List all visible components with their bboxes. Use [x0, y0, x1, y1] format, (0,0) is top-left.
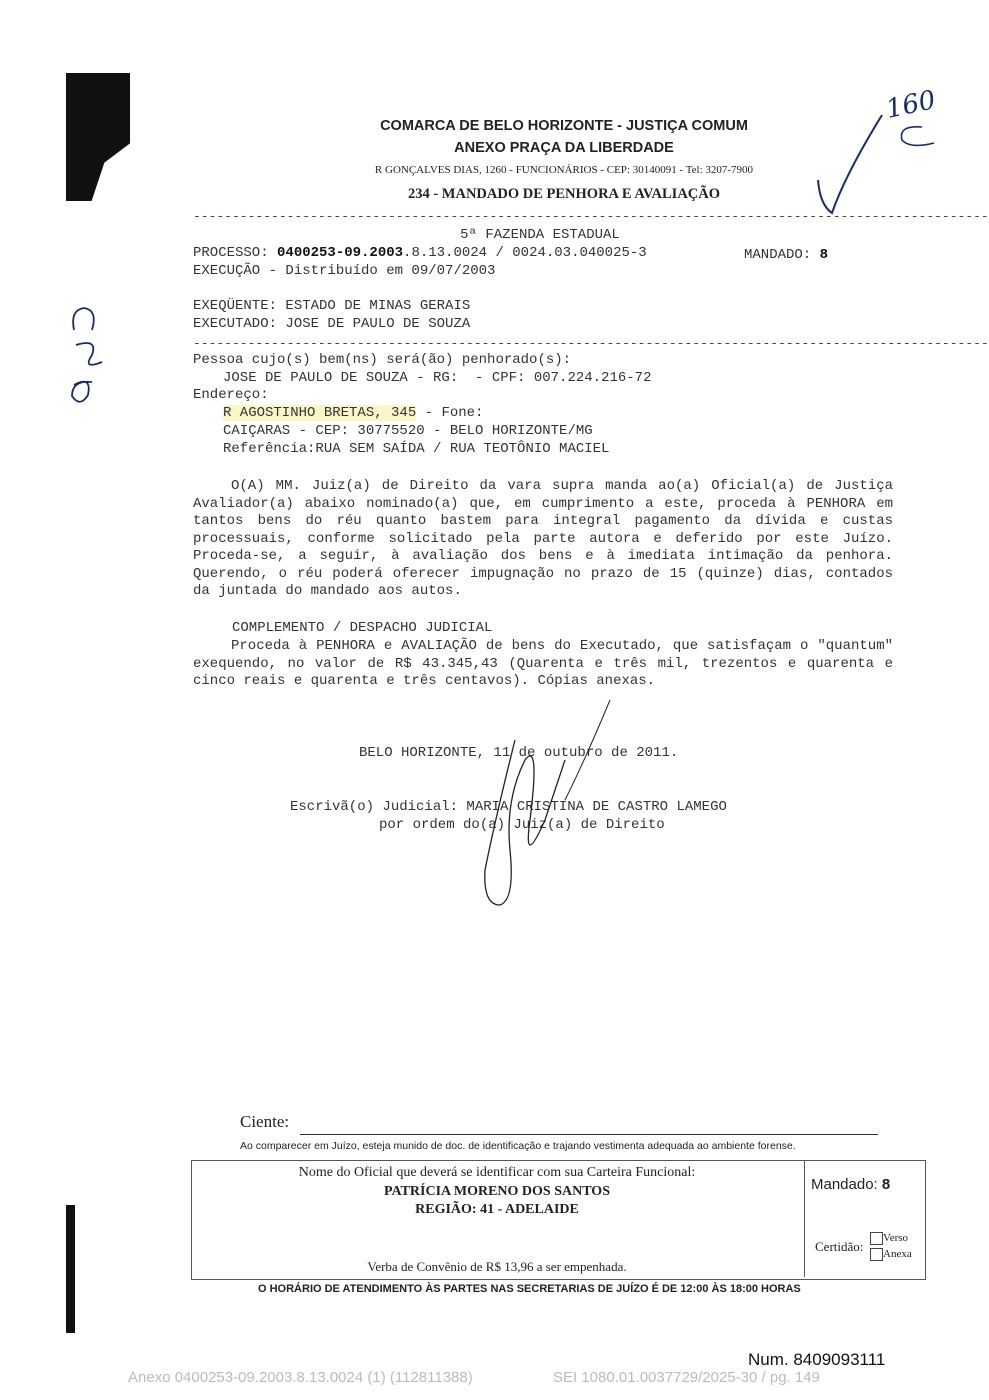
certidao-anexa: Anexa — [870, 1248, 912, 1261]
vara: 5ª FAZENDA ESTADUAL — [460, 227, 620, 243]
hours-notice: O HORÁRIO DE ATENDIMENTO ÀS PARTES NAS SECRETARIAS DE JUÍZO É DE 12:00 ÀS 18:00 HORAS — [258, 1283, 801, 1295]
processo-number: 0400253-09.2003 — [277, 245, 404, 261]
exequente-line: EXEQÜENTE: ESTADO DE MINAS GERAIS — [193, 298, 471, 314]
executado-line: EXECUTADO: JOSE DE PAULO DE SOUZA — [193, 316, 471, 332]
order-paragraph: O(A) MM. Juiz(a) de Direito da vara supra manda ao(a) Oficial(a) de Justiça Avaliador(a) abaixo nominado(a) que, em cumprimento a este, proceda à PENHORA em tantos bens do réu quanto bastem para integral pagamento da dívida e custas processuais, conforme solicitado pela parte autora e deferido por este Juízo. Proceda-se, a seguir, à avaliação dos bens e à imediata intimação da penhora. Querendo, o réu poderá oferecer impugnação no prazo de 15 (quinze) dias, contados da juntada do mandado aos autos. — [193, 478, 893, 599]
address-reference: Referência:RUA SEM SAÍDA / RUA TEOTÔNIO MACIEL — [223, 441, 610, 457]
verso-checkbox[interactable] — [870, 1232, 883, 1245]
signature-scribble-icon — [455, 700, 635, 915]
document-title: 234 - MANDADO DE PENHORA E AVALIAÇÃO — [407, 186, 721, 202]
handwritten-page-number: 160 — [883, 85, 939, 125]
separator-top: ------------------------------------------------------------------------------------------------------ — [193, 209, 989, 224]
address-street-line: R AGOSTINHO BRETAS, 345 - Fone: — [223, 405, 484, 421]
handwritten-check-icon — [810, 105, 940, 220]
redaction-bar-bottom — [66, 1205, 75, 1333]
box-mandado: Mandado: 8 — [811, 1176, 891, 1193]
address-label: Endereço: — [193, 387, 269, 403]
officer-name: PATRÍCIA MORENO DOS SANTOS — [384, 1184, 610, 1199]
court-address: R GONÇALVES DIAS, 1260 - FUNCIONÁRIOS - CEP: 30140091 - Tel: 3207-7900 — [374, 164, 754, 176]
document-number: Num. 8409093111 — [748, 1350, 886, 1369]
person-name-line: JOSE DE PAULO DE SOUZA - RG: - CPF: 007.224.216-72 — [223, 370, 652, 386]
mandado-number: 8 — [819, 247, 829, 263]
annex-title: ANEXO PRAÇA DA LIBERDADE — [454, 140, 674, 156]
anexa-checkbox[interactable] — [870, 1248, 883, 1261]
address-district: CAIÇARAS - CEP: 30775520 - BELO HORIZONTE/MG — [223, 423, 593, 439]
ciente-note: Ao comparecer em Juízo, esteja munido de doc. de identificação e trajando vestimenta adequada ao ambiente forense. — [240, 1140, 796, 1152]
execucao-line: EXECUÇÃO - Distribuído em 09/07/2003 — [193, 263, 496, 279]
redaction-bar-top — [66, 73, 130, 201]
annex-reference: Anexo 0400253-09.2003.8.13.0024 (1) (112811388) — [128, 1369, 473, 1386]
separator-mid: ------------------------------------------------------------------------------------------------------ — [193, 336, 989, 351]
address-street: R AGOSTINHO BRETAS, 345 — [223, 405, 417, 421]
ciente-label: Ciente: — [240, 1112, 290, 1131]
convenio-fee: Verba de Convênio de R$ 13,96 a ser empenhada. — [367, 1259, 627, 1274]
person-intro: Pessoa cujo(s) bem(ns) será(ão) penhorado(s): — [193, 352, 572, 368]
complement-title: COMPLEMENTO / DESPACHO JUDICIAL — [232, 620, 493, 636]
margin-scribble-icon — [62, 300, 112, 410]
certidao-label: Certidão: — [815, 1239, 864, 1254]
order-of-line: por ordem do(a) Juiz(a) de Direito — [379, 817, 665, 833]
court-title: COMARCA DE BELO HORIZONTE - JUSTIÇA COMUM — [380, 118, 748, 134]
ciente-signature-line — [300, 1134, 878, 1135]
complement-paragraph: Proceda à PENHORA e AVALIAÇÃO de bens do Executado, que satisfaçam o "quantum" exequendo, no valor de R$ 43.345,43 (Quarenta e três mil, trezentos e quarenta e cinco reais e quarenta e três centavos). Cópias anexas. — [193, 638, 893, 689]
certidao-verso: Verso — [870, 1232, 908, 1245]
mandado-line: MANDADO: 8 — [744, 247, 829, 263]
sei-reference: SEI 1080.01.0037729/2025-30 / pg. 149 — [553, 1369, 820, 1386]
officer-instruction: Nome do Oficial que deverá se identificar com sua Carteira Funcional: — [298, 1165, 696, 1180]
officer-region: REGIÃO: 41 - ADELAIDE — [415, 1202, 579, 1217]
date-line: BELO HORIZONTE, 11 de outubro de 2011. — [359, 745, 679, 761]
clerk-line: Escrivã(o) Judicial: MARIA CRISTINA DE CASTRO LAMEGO — [290, 799, 727, 815]
box-mandado-number: 8 — [881, 1176, 891, 1193]
processo-line: PROCESSO: 0400253-09.2003.8.13.0024 / 0024.03.040025-3 — [193, 245, 647, 261]
